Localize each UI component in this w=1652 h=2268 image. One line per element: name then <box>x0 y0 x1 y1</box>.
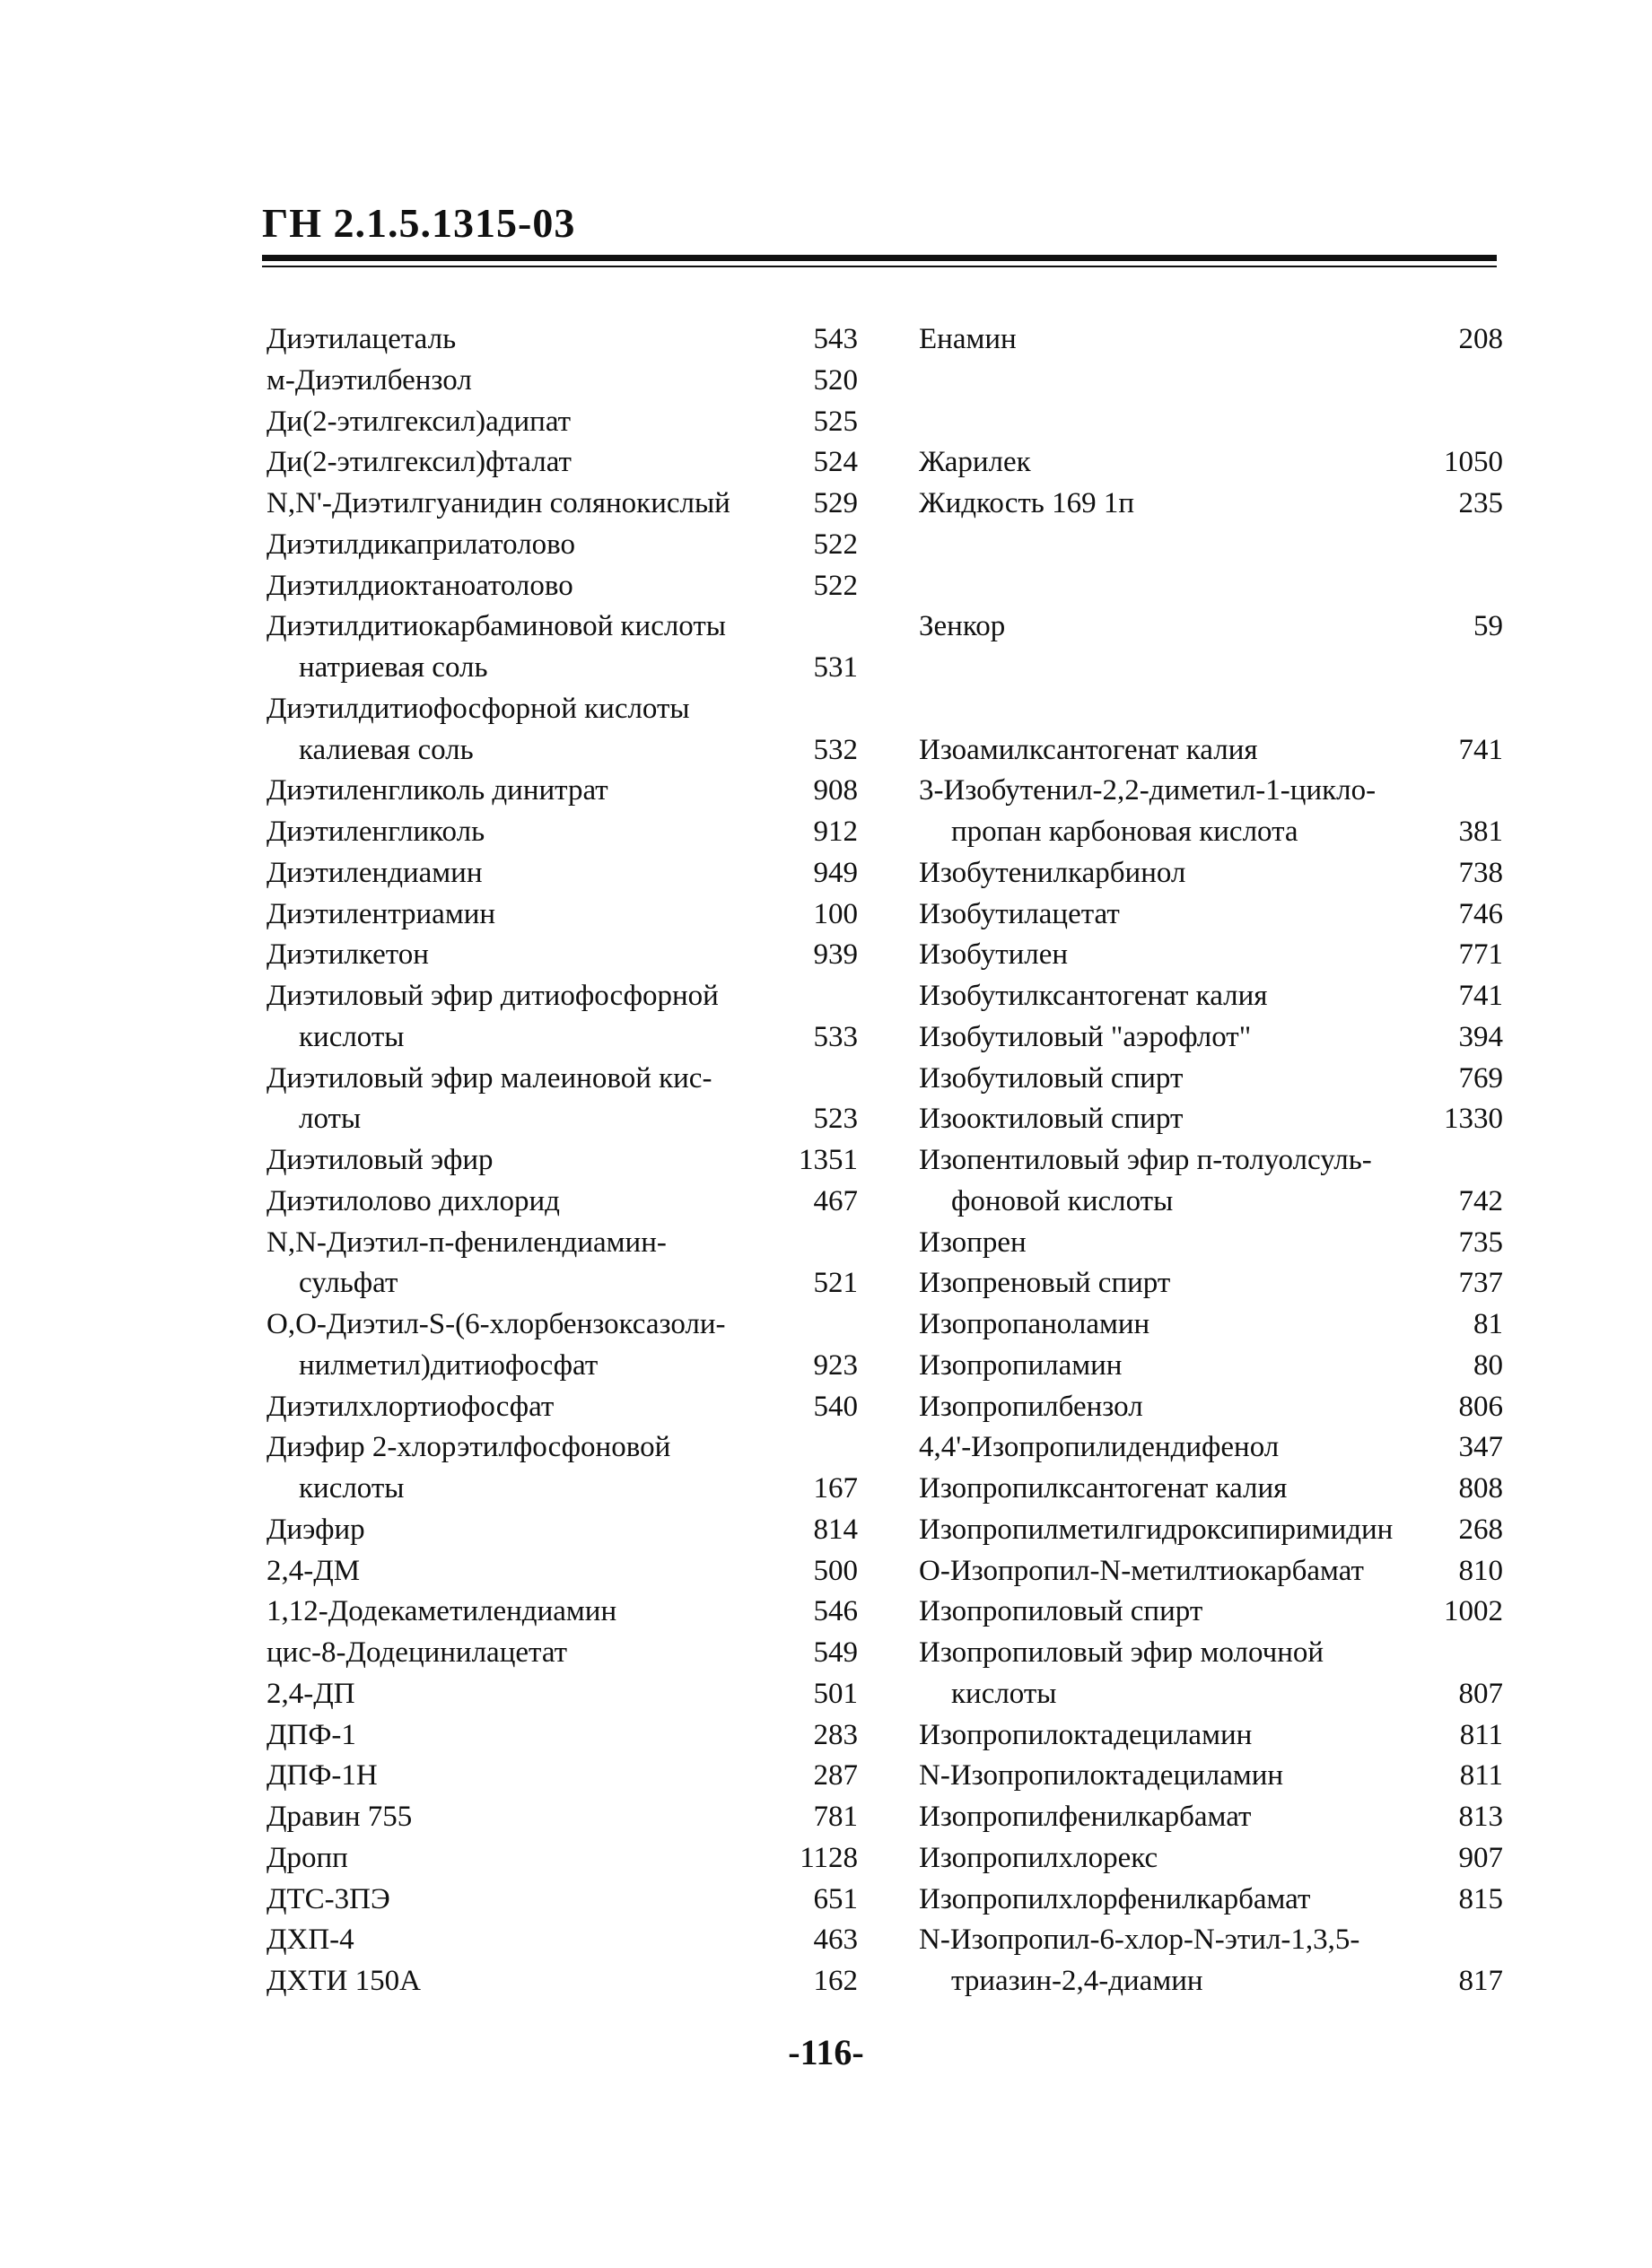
entry-name: Изопропилоктадециламин <box>919 1718 1253 1751</box>
entry-page-number: 912 <box>813 816 858 848</box>
entry-name: Диэфир 2-хлорэтилфосфоновой <box>267 1431 671 1464</box>
entry-name: Изопропаноламин <box>919 1308 1150 1340</box>
entry-name: натриевая соль <box>299 651 488 684</box>
index-entry <box>267 1920 858 1961</box>
entry-page-number: 742 <box>1458 1184 1503 1217</box>
index-entry <box>919 361 1503 402</box>
page-number: -116- <box>788 2032 864 2072</box>
entry-name: Диэтилкетон <box>267 938 429 972</box>
header-rule-thick <box>262 255 1497 261</box>
entry-name: Диэтиловый эфир дитиофосфорной <box>267 980 719 1012</box>
entry-page-number: 771 <box>1458 938 1503 972</box>
entry-name: N,N-Диэтил-п-фенилендиамин- <box>267 1226 667 1259</box>
entry-name: Изопропилхлорфенилкарбамат <box>919 1882 1311 1915</box>
entry-name: фоновой кислоты <box>951 1184 1174 1217</box>
entry-name: Ди(2-этилгексил)фталат <box>267 446 572 479</box>
entry-name: Изобутилацетат <box>919 897 1120 930</box>
entry-name: Изоамилксантогенат калия <box>919 733 1258 766</box>
entry-name: ДПФ-1Н <box>267 1759 378 1793</box>
index-entry <box>919 1633 1503 1674</box>
index-entry <box>919 648 1503 689</box>
index-entry <box>919 1756 1503 1797</box>
index-entry <box>267 1756 858 1797</box>
index-entry <box>919 319 1503 361</box>
entry-name: N,N'-Диэтилгуанидин солянокислый <box>267 487 730 519</box>
entry-name: Диэтилдитиокарбаминовой кислоты <box>267 610 726 643</box>
entry-name: кислоты <box>299 1020 405 1053</box>
index-entry <box>267 484 858 525</box>
entry-page-number: 525 <box>813 405 858 438</box>
entry-page-number: 546 <box>813 1595 858 1628</box>
entry-name: ДПФ-1 <box>267 1718 356 1751</box>
entry-page-number: 808 <box>1458 1472 1503 1505</box>
index-entry <box>267 442 858 484</box>
entry-page-number: 501 <box>813 1677 858 1710</box>
index-entry <box>919 1961 1503 2002</box>
header-rule-thin <box>262 266 1497 267</box>
entry-page-number: 208 <box>1458 323 1503 355</box>
index-entry <box>267 1304 858 1346</box>
index-entry <box>919 1797 1503 1838</box>
index-entry <box>919 1099 1503 1140</box>
entry-name: Ди(2-этилгексил)адипат <box>267 405 572 438</box>
entry-page-number: 806 <box>1458 1390 1503 1423</box>
entry-name: Диэтилдитиофосфорной кислоты <box>267 692 690 725</box>
index-entry <box>267 1715 858 1757</box>
index-entry <box>267 1633 858 1674</box>
entry-page-number: 167 <box>813 1472 858 1505</box>
entry-name: Изобутенилкарбинол <box>919 856 1186 889</box>
entry-name: пропан карбоновая кислота <box>951 816 1298 848</box>
entry-name: Дропп <box>267 1841 348 1874</box>
entry-page-number: 533 <box>813 1020 858 1053</box>
entry-page-number: 268 <box>1458 1513 1503 1546</box>
entry-page-number: 463 <box>813 1923 858 1957</box>
entry-name: ДТС-3ПЭ <box>267 1882 390 1915</box>
entry-name: Жидкость 169 1п <box>919 487 1134 519</box>
entry-name: цис-8-Додецинилацетат <box>267 1636 568 1669</box>
entry-page-number: 741 <box>1458 733 1503 766</box>
index-entry <box>267 1387 858 1428</box>
index-entry <box>267 1797 858 1838</box>
index-entry <box>919 1469 1503 1510</box>
index-entry <box>267 1140 858 1182</box>
index-entry <box>919 1920 1503 1961</box>
entry-page-number: 811 <box>1459 1718 1503 1751</box>
entry-name: Изопропиловый эфир молочной <box>919 1636 1324 1669</box>
entry-name: 2,4-ДП <box>267 1677 355 1710</box>
entry-name: кислоты <box>951 1677 1057 1710</box>
entry-page-number: 162 <box>813 1965 858 1997</box>
index-entry <box>267 1223 858 1264</box>
index-entry <box>919 812 1503 853</box>
index-entry <box>267 606 858 648</box>
index-entry <box>919 976 1503 1017</box>
index-entry <box>919 484 1503 525</box>
index-entry <box>267 1182 858 1223</box>
entry-page-number: 923 <box>813 1348 858 1382</box>
entry-page-number: 80 <box>1473 1348 1503 1382</box>
entry-page-number: 540 <box>813 1390 858 1423</box>
entry-page-number: 531 <box>813 651 858 684</box>
entry-name: О-Изопропил-N-метилтиокарбамат <box>919 1554 1364 1587</box>
entry-name: Изобутиловый "аэрофлот" <box>919 1020 1252 1053</box>
entry-page-number: 287 <box>813 1759 858 1793</box>
entry-page-number: 59 <box>1473 610 1503 643</box>
entry-page-number: 100 <box>813 897 858 930</box>
entry-name: Диэфир <box>267 1513 365 1546</box>
entry-page-number: 949 <box>813 856 858 889</box>
entry-name: Диэтилендиамин <box>267 856 483 889</box>
entry-name: Диэтилхлортиофосфат <box>267 1390 555 1423</box>
index-entry <box>267 976 858 1017</box>
entry-name: N-Изопропилоктадециламин <box>919 1759 1284 1793</box>
entry-page-number: 651 <box>813 1882 858 1915</box>
entry-page-number: 746 <box>1458 897 1503 930</box>
entry-name: Изопропилфенилкарбамат <box>919 1801 1252 1833</box>
entry-name: Диэтилацеталь <box>267 323 457 355</box>
index-column-left <box>267 319 858 2002</box>
entry-name: Диэтиленгликоль динитрат <box>267 774 608 807</box>
index-entry <box>267 1017 858 1059</box>
index-entry <box>919 1592 1503 1633</box>
entry-name: Диэтиленгликоль <box>267 816 485 848</box>
index-entry <box>919 853 1503 894</box>
entry-page-number: 781 <box>813 1801 858 1833</box>
entry-page-number: 1330 <box>1444 1103 1503 1136</box>
index-entry <box>919 1674 1503 1715</box>
index-entry <box>267 525 858 566</box>
index-entry <box>267 1059 858 1100</box>
index-entry <box>919 1182 1503 1223</box>
entry-page-number: 522 <box>813 569 858 602</box>
entry-page-number: 810 <box>1458 1554 1503 1587</box>
index-entry <box>267 1961 858 2002</box>
index-entry <box>267 648 858 689</box>
entry-name: Изопентиловый эфир п-толуолсуль- <box>919 1144 1372 1176</box>
index-entry <box>267 402 858 443</box>
index-column-right <box>919 319 1503 2002</box>
entry-page-number: 394 <box>1458 1020 1503 1053</box>
index-entry <box>267 1592 858 1633</box>
entry-name: сульфат <box>299 1267 398 1300</box>
entry-page-number: 235 <box>1458 487 1503 519</box>
index-entry <box>919 1304 1503 1346</box>
index-entry <box>919 1017 1503 1059</box>
index-entry <box>919 1387 1503 1428</box>
entry-name: 1,12-Додекаметилендиамин <box>267 1595 617 1628</box>
index-entry <box>267 361 858 402</box>
index-entry <box>919 566 1503 607</box>
entry-page-number: 532 <box>813 733 858 766</box>
entry-name: Изопрен <box>919 1226 1027 1259</box>
entry-page-number: 1128 <box>800 1841 858 1874</box>
entry-page-number: 543 <box>813 323 858 355</box>
entry-page-number: 1351 <box>799 1144 858 1176</box>
entry-name: Диэтилентриамин <box>267 897 496 930</box>
index-entry <box>919 442 1503 484</box>
entry-page-number: 500 <box>813 1554 858 1587</box>
index-entry <box>267 1510 858 1551</box>
entry-page-number: 735 <box>1458 1226 1503 1259</box>
entry-name: Диэтиловый эфир малеиновой кис- <box>267 1061 712 1095</box>
entry-name: Енамин <box>919 323 1017 355</box>
entry-page-number: 523 <box>813 1103 858 1136</box>
entry-page-number: 813 <box>1458 1801 1503 1833</box>
entry-name: Изопропилксантогенат калия <box>919 1472 1288 1505</box>
entry-page-number: 520 <box>813 363 858 397</box>
entry-name: Зенкор <box>919 610 1006 643</box>
index-entry <box>267 894 858 936</box>
entry-page-number: 939 <box>813 938 858 972</box>
index-entry <box>919 771 1503 812</box>
page-header-title: ГН 2.1.5.1315-03 <box>262 200 576 246</box>
entry-name: 3-Изобутенил-2,2-диметил-1-цикло- <box>919 774 1377 807</box>
entry-page-number: 381 <box>1458 816 1503 848</box>
index-entry <box>919 1223 1503 1264</box>
index-entry <box>267 1427 858 1469</box>
entry-name: триазин-2,4-диамин <box>951 1965 1203 1997</box>
entry-name: Диэтилолово дихлорид <box>267 1184 560 1217</box>
index-entry <box>267 1880 858 1921</box>
entry-name: Диэтилдиоктаноатолово <box>267 569 573 602</box>
entry-page-number: 769 <box>1458 1061 1503 1095</box>
index-entry <box>267 853 858 894</box>
index-entry <box>919 730 1503 772</box>
entry-page-number: 549 <box>813 1636 858 1669</box>
entry-name: калиевая соль <box>299 733 474 766</box>
entry-page-number: 814 <box>813 1513 858 1546</box>
index-entry <box>919 606 1503 648</box>
entry-name: Изопреновый спирт <box>919 1267 1171 1300</box>
index-entry <box>919 894 1503 936</box>
index-entry <box>267 1674 858 1715</box>
index-entry <box>267 1099 858 1140</box>
entry-name: Дравин 755 <box>267 1801 413 1833</box>
entry-name: ДХП-4 <box>267 1923 354 1957</box>
entry-name: Изооктиловый спирт <box>919 1103 1184 1136</box>
index-entry <box>919 1838 1503 1880</box>
entry-name: ДХТИ 150А <box>267 1965 421 1997</box>
index-entry <box>919 1346 1503 1387</box>
index-entry <box>267 689 858 730</box>
index-entry <box>267 319 858 361</box>
index-entry <box>919 525 1503 566</box>
entry-name: Диэтилдикаприлатолово <box>267 528 576 561</box>
index-entry <box>919 1059 1503 1100</box>
entry-name: 2,4-ДМ <box>267 1554 361 1587</box>
entry-page-number: 811 <box>1459 1759 1503 1793</box>
entry-name: м-Диэтилбензол <box>267 363 472 397</box>
index-entry <box>919 1715 1503 1757</box>
index-entry <box>267 566 858 607</box>
entry-name: Изопропиловый спирт <box>919 1595 1203 1628</box>
index-entry <box>267 812 858 853</box>
index-entry <box>267 771 858 812</box>
entry-name: Изопропиламин <box>919 1348 1123 1382</box>
index-entry <box>919 402 1503 443</box>
index-entry <box>267 1469 858 1510</box>
entry-name: Изопропилбензол <box>919 1390 1143 1423</box>
entry-page-number: 738 <box>1458 856 1503 889</box>
entry-page-number: 1002 <box>1444 1595 1503 1628</box>
entry-name: нилметил)дитиофосфат <box>299 1348 599 1382</box>
entry-name: Изобутилен <box>919 938 1069 972</box>
entry-name: Изопропилхлорекс <box>919 1841 1158 1874</box>
entry-name: Изопропилметилгидроксипиримидин <box>919 1513 1394 1546</box>
entry-page-number: 347 <box>1458 1431 1503 1464</box>
entry-page-number: 521 <box>813 1267 858 1300</box>
entry-name: 4,4'-Изопропилидендифенол <box>919 1431 1280 1464</box>
entry-page-number: 908 <box>813 774 858 807</box>
index-entry <box>919 935 1503 976</box>
index-entry <box>267 1346 858 1387</box>
index-entry <box>919 1427 1503 1469</box>
index-entry <box>267 935 858 976</box>
entry-page-number: 81 <box>1473 1308 1503 1340</box>
entry-page-number: 815 <box>1458 1882 1503 1915</box>
index-entry <box>919 1263 1503 1304</box>
entry-page-number: 529 <box>813 487 858 519</box>
index-entry <box>919 1880 1503 1921</box>
entry-name: Жарилек <box>919 446 1031 479</box>
entry-page-number: 524 <box>813 446 858 479</box>
entry-page-number: 737 <box>1458 1267 1503 1300</box>
entry-name: лоты <box>299 1103 362 1136</box>
entry-page-number: 283 <box>813 1718 858 1751</box>
index-entry <box>267 1263 858 1304</box>
index-entry <box>919 1551 1503 1592</box>
index-entry <box>919 1510 1503 1551</box>
index-entry <box>919 689 1503 730</box>
entry-name: кислоты <box>299 1472 405 1505</box>
entry-page-number: 522 <box>813 528 858 561</box>
index-entry <box>919 1140 1503 1182</box>
index-entry <box>267 1838 858 1880</box>
index-entry <box>267 730 858 772</box>
entry-name: Изобутиловый спирт <box>919 1061 1184 1095</box>
entry-page-number: 907 <box>1458 1841 1503 1874</box>
entry-name: Диэтиловый эфир <box>267 1144 494 1176</box>
entry-page-number: 1050 <box>1444 446 1503 479</box>
entry-name: N-Изопропил-6-хлор-N-этил-1,3,5- <box>919 1923 1360 1957</box>
entry-page-number: 817 <box>1458 1965 1503 1997</box>
entry-page-number: 807 <box>1458 1677 1503 1710</box>
index-entry <box>267 1551 858 1592</box>
entry-page-number: 741 <box>1458 980 1503 1012</box>
entry-name: Изобутилксантогенат калия <box>919 980 1268 1012</box>
entry-page-number: 467 <box>813 1184 858 1217</box>
entry-name: О,О-Диэтил-S-(6-хлорбензоксазоли- <box>267 1308 726 1340</box>
